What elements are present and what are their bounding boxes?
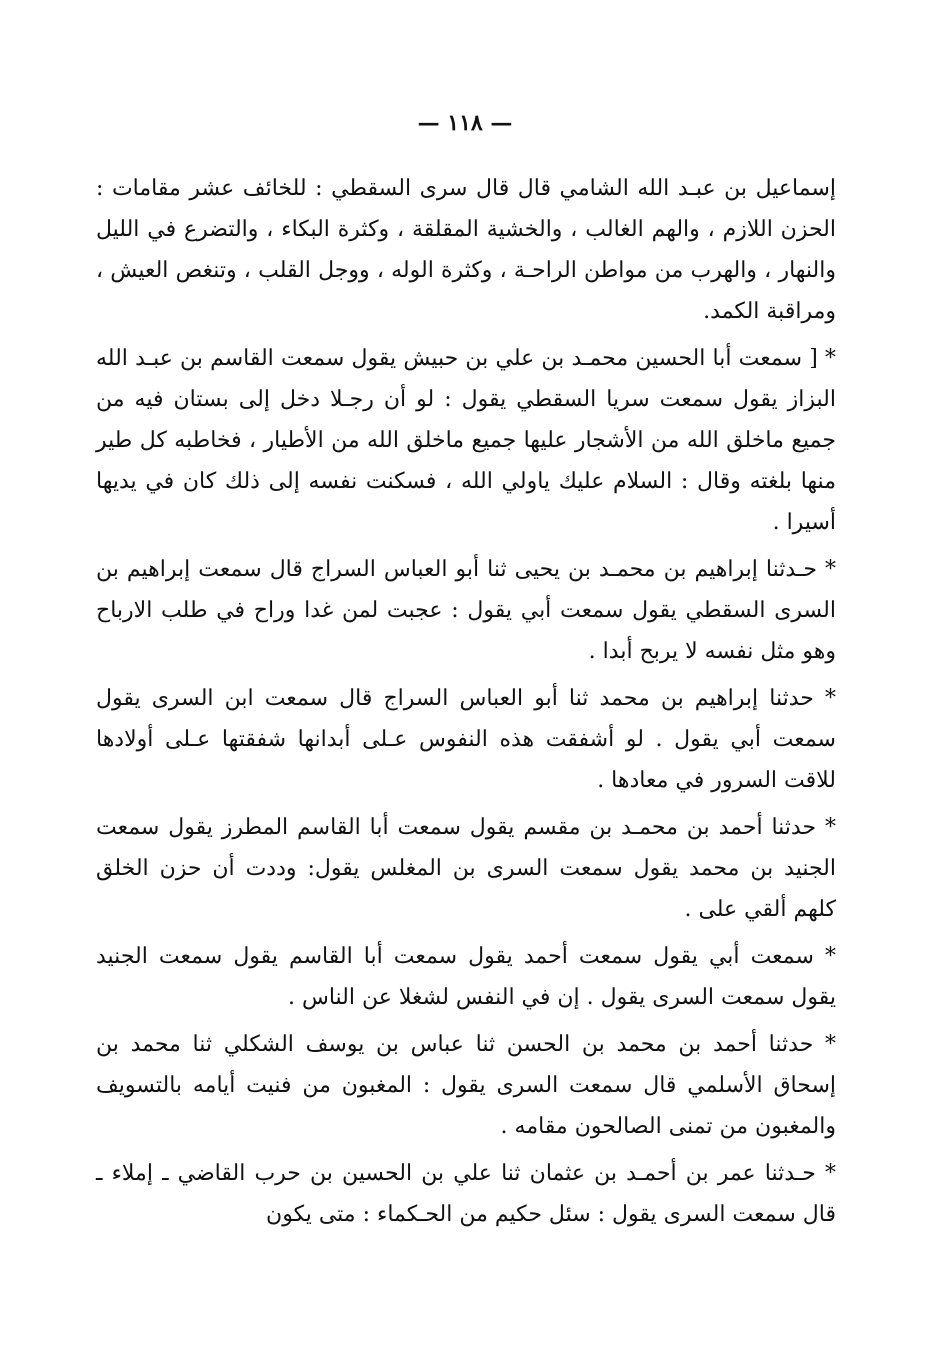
paragraph: * حدثنا أحمد بن محمـد بن مقسم يقول سمعت أبا القاسم المطرز يقول سمعت الجنيد بن محمد يقول سمعت السرى بن المغلس يقول: وددت أن حزن الخلق كلهم ألقي على . <box>96 815 836 922</box>
page-number: — ١١٨ — <box>417 110 513 136</box>
paragraph: * حـدثنا إبراهيم بن محمـد بن يحيى ثنا أبو العباس السراج قال سمعت إبراهيم بن السرى السقطي يقول سمعت أبي يقول : عجبت لمن غدا وراح في طلب الارباح وهو مثل نفسه لا يربح أبدا . <box>96 557 836 664</box>
paragraph: * حـدثنا عمر بن أحمـد بن عثمان ثنا علي بن الحسين بن حرب القاضي ـ إملاء ـ قال سمعت السرى يقول : سئل حكيم من الحـكماء : متى يكون <box>96 1161 836 1227</box>
paragraph: إسماعيل بن عبـد الله الشامي قال قال سرى السقطي : للخائف عشر مقامات : الحزن اللازم ، والهم الغالب ، والخشية المقلقة ، وكثرة البكاء ، والتضرع في الليل والنهار ، والهرب من مواطن الراحـة ، وكثرة الوله ، ووجل القلب ، وتنغص العيش ، ومراقبة الكمد. <box>96 176 836 324</box>
paragraph: * [ سمعت أبا الحسين محمـد بن علي بن حبيش يقول سمعت القاسم بن عبـد الله البزاز يقول سمعت سريا السقطي يقول : لو أن رجـلا دخل إلى بستان فيه من جميع ماخلق الله من الأشجار عليها جميع ماخلق الله من الأطيار ، فخاطبه كل طير منها بلغته وقال : السلام عليك ياولي الله ، فسكنت نفسه إلى ذلك كان في يديها أسيرا . <box>96 346 836 535</box>
paragraph: * حدثنا إبراهيم بن محمد ثنا أبو العباس السراج قال سمعت ابن السرى يقول سمعت أبي يقول . لو أشفقت هذه النفوس عـلى أبدانها شفقتها عـلى أولادها للاقت السرور في معادها . <box>96 686 836 793</box>
paragraph: * حدثنا أحمد بن محمد بن الحسن ثنا عباس بن يوسف الشكلي ثنا محمد بن إسحاق الأسلمي قال سمعت السرى يقول : المغبون من فنيت أيامه بالتسويف والمغبون من تمنى الصالحون مقامه . <box>96 1032 836 1139</box>
paragraph: * سمعت أبي يقول سمعت أحمد يقول سمعت أبا القاسم يقول سمعت الجنيد يقول سمعت السرى يقول . إن في النفس لشغلا عن الناس . <box>96 944 836 1010</box>
page-body <box>96 168 836 1241</box>
